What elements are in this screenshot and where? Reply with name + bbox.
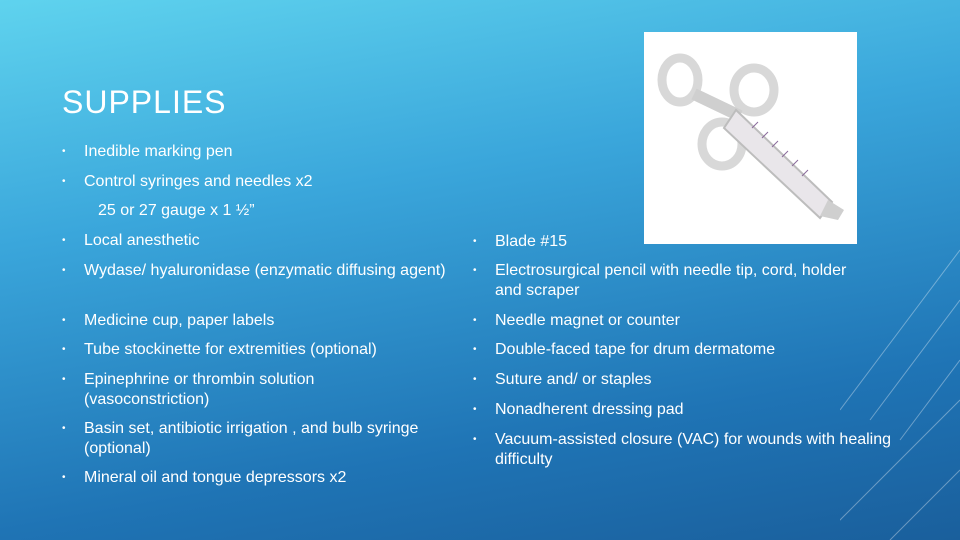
list-item <box>473 232 895 252</box>
decorative-lines <box>840 240 960 540</box>
syringe-image <box>644 32 857 244</box>
list-item <box>473 400 895 420</box>
list-item-label: Tube stockinette for extremities (optional) <box>84 341 377 358</box>
list-item <box>62 311 464 331</box>
slide-title: SUPPLIES <box>62 84 227 120</box>
list-item-label: Epinephrine or thrombin solution (vasoconstriction) <box>84 371 315 408</box>
bullet: • <box>473 344 477 355</box>
bullet: • <box>62 423 66 434</box>
list-item <box>62 370 384 410</box>
list-item <box>62 468 464 488</box>
bullet: • <box>473 315 477 326</box>
bullet: • <box>62 235 66 246</box>
list-item-label: Blade #15 <box>495 233 568 250</box>
list-item-label: Inedible marking pen <box>84 143 233 160</box>
list-item <box>473 430 895 470</box>
list-item <box>62 142 464 162</box>
list-item-label: Double-faced tape for drum dermatome <box>495 341 776 358</box>
bullet: • <box>473 265 477 276</box>
list-item <box>473 261 855 301</box>
list-item <box>62 340 464 360</box>
bullet: • <box>473 236 477 247</box>
bullet: • <box>62 344 66 355</box>
bullet: • <box>62 176 66 187</box>
list-item-label: Basin set, antibiotic irrigation , and bulb syringe (optional) <box>84 420 419 457</box>
list-item-label: Local anesthetic <box>84 232 200 249</box>
bullet: • <box>473 374 477 385</box>
list-item <box>473 370 895 390</box>
list-item <box>62 261 454 281</box>
list-item <box>62 172 464 192</box>
list-item-label: Control syringes and needles x2 <box>84 173 313 190</box>
list-item <box>62 419 464 459</box>
bullet: • <box>473 434 477 445</box>
list-item-label: Nonadherent dressing pad <box>495 401 684 418</box>
list-item <box>473 340 895 360</box>
bullet: • <box>62 374 66 385</box>
bullet: • <box>62 472 66 483</box>
list-item-label: Wydase/ hyaluronidase (enzymatic diffusing agent) <box>84 262 446 279</box>
list-item-label: Suture and/ or staples <box>495 371 652 388</box>
bullet: • <box>473 404 477 415</box>
list-item-label: Electrosurgical pencil with needle tip, cord, holder and scraper <box>495 262 847 299</box>
list-item <box>473 311 895 331</box>
list-item-label: Vacuum-assisted closure (VAC) for wounds with healing difficulty <box>495 431 892 468</box>
list-item-label: Medicine cup, paper labels <box>84 312 275 329</box>
bullet: • <box>62 265 66 276</box>
list-item-label: Needle magnet or counter <box>495 312 680 329</box>
sub-item: 25 or 27 gauge x 1 ½” <box>98 202 255 219</box>
list-item-label: Mineral oil and tongue depressors x2 <box>84 469 347 486</box>
list-item <box>62 231 464 251</box>
bullet: • <box>62 146 66 157</box>
bullet: • <box>62 315 66 326</box>
